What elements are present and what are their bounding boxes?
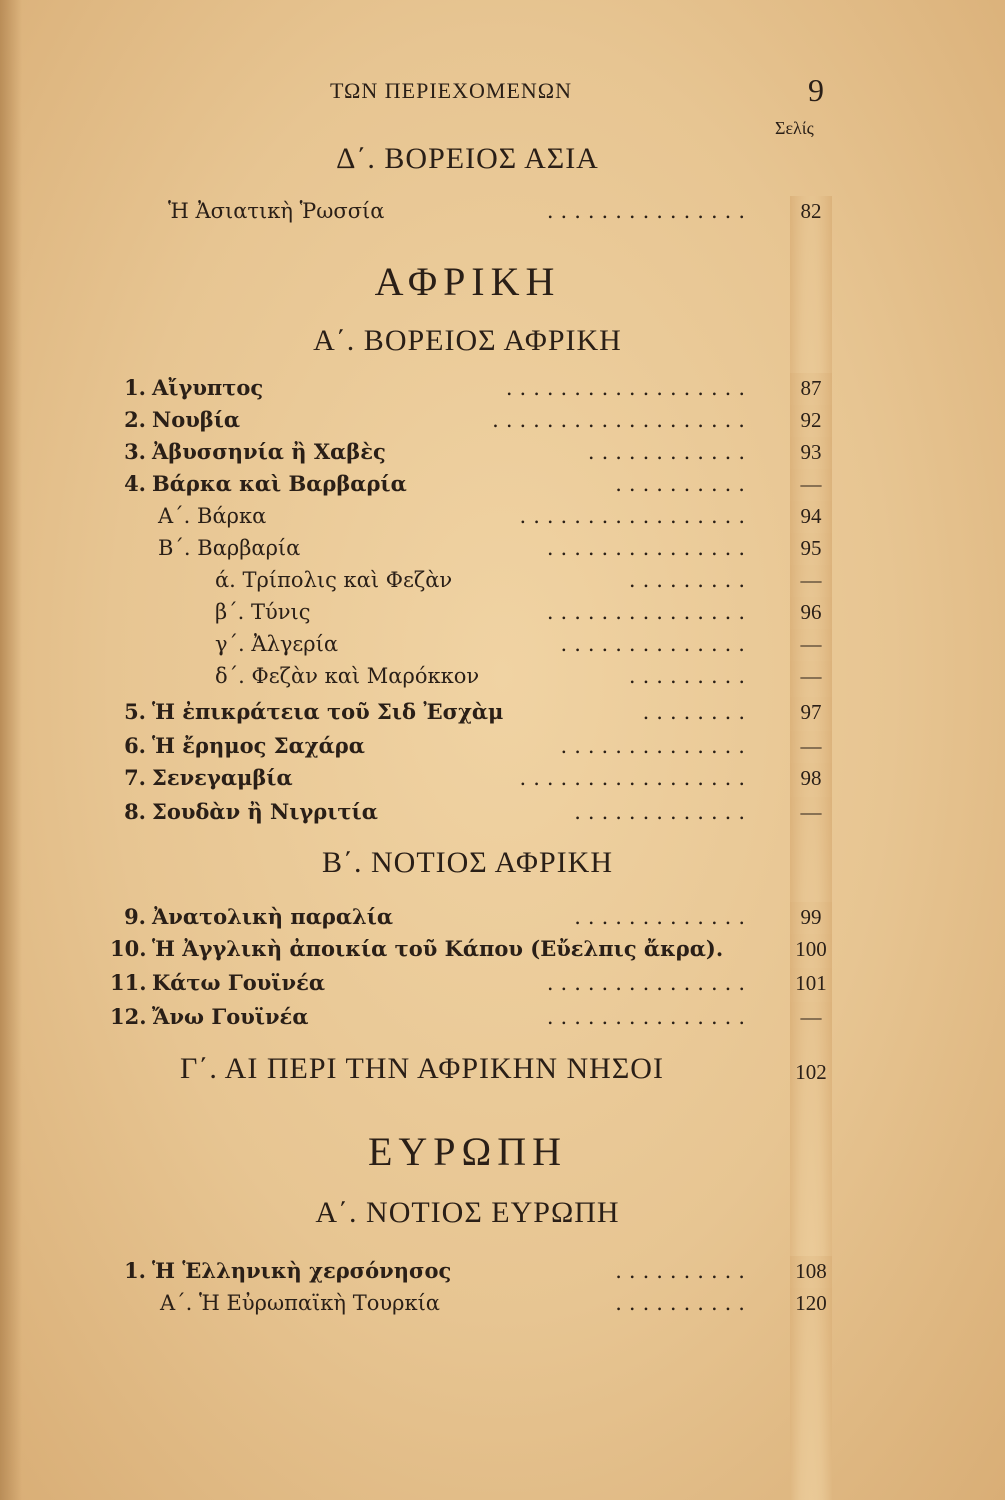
leader-dots: ............... <box>546 199 752 223</box>
toc-entry-page: 99 <box>790 902 832 1500</box>
toc-entry <box>110 629 830 659</box>
toc-entry <box>110 1256 830 1286</box>
leader-dots: ......... <box>628 568 752 592</box>
page-column-label: Σελίς <box>775 118 814 138</box>
toc-entry-page: 108 <box>790 1256 832 1500</box>
toc-entry-page: 98 <box>790 763 832 1500</box>
toc-entry-label: Ἡ Ἑλληνικὴ χερσόνησος <box>152 1258 452 1283</box>
toc-entry-number: 2. <box>124 407 146 432</box>
toc-entry <box>110 902 830 932</box>
toc-entry-page: 87 <box>790 373 832 1500</box>
toc-entry <box>110 763 830 793</box>
section-heading-south-africa: Β΄. ΝΟΤΙΟΣ ΑΦΡΙΚΗ <box>322 846 613 879</box>
toc-entry-label: Βάρκα καὶ Βαρβαρία <box>152 471 407 496</box>
toc-entry <box>110 373 830 403</box>
toc-entry <box>110 597 830 627</box>
toc-entry-label: Α΄. Ἡ Εὐρωπαϊκὴ Τουρκία <box>160 1291 440 1315</box>
toc-entry-label: β΄. Τύνις <box>215 600 311 624</box>
toc-entry-label: Νουβία <box>152 407 241 432</box>
toc-entry-label: Ἡ Ἀγγλικὴ ἀποικία τοῦ Κάπου (Εὔελπις ἄκρα). <box>152 936 724 961</box>
leader-dots: ......... <box>628 664 752 688</box>
part-heading-africa: ΑΦΡΙΚΗ <box>374 259 561 304</box>
toc-entry-page: 101 <box>790 968 832 1500</box>
toc-entry <box>110 437 830 467</box>
leader-dots: .......... <box>615 472 752 496</box>
toc-entry-number: 7. <box>124 765 146 790</box>
toc-entry-label: Αἴγυπτος <box>152 375 264 400</box>
toc-entry-page: 93 <box>790 437 832 1500</box>
toc-entry-page: 94 <box>790 501 832 1500</box>
toc-entry-page: — <box>790 1002 832 1500</box>
leader-dots: ............... <box>546 1005 752 1029</box>
leader-dots: .............. <box>560 734 752 758</box>
leader-dots: .......... <box>615 1291 752 1315</box>
leader-dots: ................. <box>519 766 752 790</box>
leader-dots: ........ <box>642 700 752 724</box>
toc-entry-number: 1. <box>124 1258 146 1283</box>
running-head <box>0 72 1005 112</box>
toc-entry-label: Ἡ ἔρημος Σαχάρα <box>152 733 365 758</box>
toc-entry-number: 12. <box>110 1004 147 1029</box>
leader-dots: ................... <box>492 408 752 432</box>
toc-entry-label: Β΄. Βαρβαρία <box>158 536 301 560</box>
toc-entry-page: 92 <box>790 405 832 1500</box>
toc-entry-number: 9. <box>124 904 146 929</box>
toc-entry-page: 100 <box>790 934 832 1500</box>
toc-entry-number: 3. <box>124 439 146 464</box>
leader-dots: ............... <box>546 536 752 560</box>
toc-entry-page: — <box>790 797 832 1500</box>
toc-entry-label: Ἡ Ἀσιατικὴ Ῥωσσία <box>168 199 385 223</box>
toc-entry-label: γ΄. Ἀλγερία <box>215 632 339 656</box>
part-heading-europe: ΕΥΡΩΠΗ <box>367 1129 568 1174</box>
section-heading-south-europe: Α΄. ΝΟΤΙΟΣ ΕΥΡΩΠΗ <box>315 1196 620 1229</box>
toc-entry-label: Σενεγαμβία <box>152 765 293 790</box>
toc-entry-page: 120 <box>790 1288 832 1500</box>
toc-entry-page: — <box>790 731 832 1500</box>
toc-entry <box>110 469 830 499</box>
section-heading-north-africa: Α΄. ΒΟΡΕΙΟΣ ΑΦΡΙΚΗ <box>313 324 622 357</box>
leader-dots: ............. <box>574 905 752 929</box>
toc-entry <box>110 565 830 595</box>
toc-entry-number: 4. <box>124 471 146 496</box>
toc-entry <box>110 697 830 727</box>
page-number: 9 <box>808 72 824 108</box>
toc-entry-number: 8. <box>124 799 146 824</box>
toc-entry-number: 5. <box>124 699 146 724</box>
leader-dots: ............... <box>546 600 752 624</box>
toc-entry-label: Σουδὰν ἢ Νιγριτία <box>152 799 378 824</box>
toc-entry <box>110 1288 830 1318</box>
section-heading-african-islands: Γ΄. ΑΙ ΠΕΡΙ ΤΗΝ ΑΦΡΙΚΗΝ ΝΗΣΟΙ <box>180 1052 664 1085</box>
toc-entry-number: 1. <box>124 375 146 400</box>
toc-entry <box>110 934 830 964</box>
toc-entry-label: Ἀβυσσηνία ἢ Χαβὲς <box>152 439 386 464</box>
leader-dots: ............. <box>574 800 752 824</box>
toc-entry-page: — <box>790 661 832 1500</box>
toc-entry <box>110 196 830 226</box>
toc-entry-page: — <box>790 629 832 1500</box>
section-page-african-islands: 102 <box>795 1060 827 1084</box>
toc-entry-page: — <box>790 565 832 1500</box>
section-heading-north-asia: Δ΄. ΒΟΡΕΙΟΣ ΑΣΙΑ <box>336 142 599 175</box>
toc-entry <box>110 533 830 563</box>
toc-entry-label: Α΄. Βάρκα <box>158 504 267 528</box>
page-edge-shadow <box>0 0 22 1500</box>
toc-entry-page: 97 <box>790 697 832 1500</box>
toc-entry <box>110 1002 830 1032</box>
toc-entry-number: 6. <box>124 733 146 758</box>
toc-entry-label: Ἀνατολικὴ παραλία <box>152 904 394 929</box>
toc-entry-page: 96 <box>790 597 832 1500</box>
leader-dots: .............. <box>560 632 752 656</box>
leader-dots: .......... <box>615 1259 752 1283</box>
toc-entry-page: 82 <box>790 196 832 1500</box>
toc-entry-number: 10. <box>110 936 147 961</box>
toc-entry-label: Ἄνω Γουϊνέα <box>152 1004 309 1029</box>
toc-entry <box>110 661 830 691</box>
running-title: ΤΩΝ ΠΕΡΙΕΧΟΜΕΝΩΝ <box>330 78 573 103</box>
toc-entry-label: δ΄. Φεζὰν καὶ Μαρόκκον <box>215 664 480 688</box>
toc-entry <box>110 797 830 827</box>
toc-entry <box>110 501 830 531</box>
leader-dots: ............ <box>587 440 752 464</box>
toc-entry-page: 95 <box>790 533 832 1500</box>
leader-dots: ............... <box>546 971 752 995</box>
leader-dots: .................. <box>505 376 752 400</box>
toc-entry-label: Κάτω Γουϊνέα <box>152 970 325 995</box>
leader-dots: ................. <box>519 504 752 528</box>
toc-entry <box>110 968 830 998</box>
toc-entry <box>110 405 830 435</box>
toc-entry-label: Ἡ ἐπικράτεια τοῦ Σιδ Ἐσχὰμ <box>152 699 504 724</box>
toc-entry-label: ά. Τρίπολις καὶ Φεζὰν <box>215 568 453 592</box>
toc-entry <box>110 731 830 761</box>
toc-entry-number: 11. <box>110 970 147 995</box>
toc-entry-page: — <box>790 469 832 1500</box>
